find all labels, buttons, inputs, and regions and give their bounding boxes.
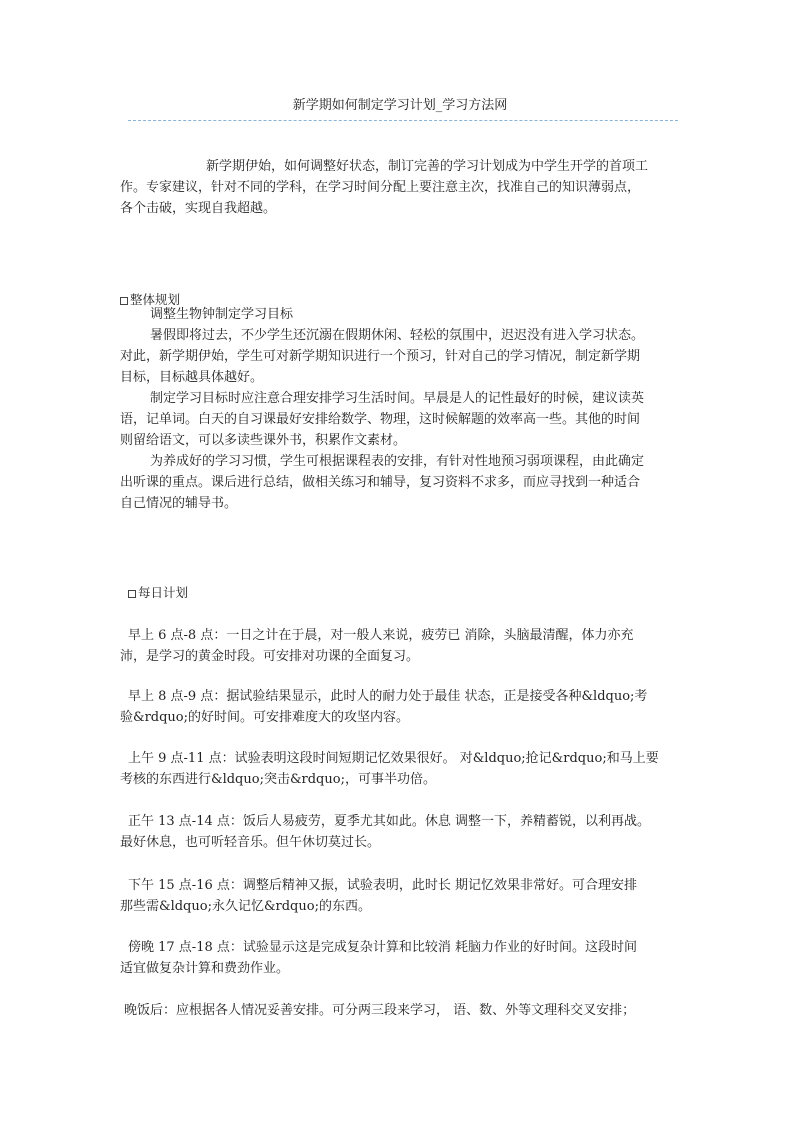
text-line: 各个击破，实现自我超越。: [120, 201, 277, 216]
text-line: 语，记单词。白天的自习课最好安排给数学、物理，这时候解题的效率高一些。其他的时间: [120, 412, 641, 427]
schedule-item: [120, 748, 690, 790]
schedule-item: [120, 686, 690, 728]
text-line: 晚饭后：应根据各人情况妥善安排。可分两三段来学习， 语、数、外等文理科交叉安排；: [124, 1003, 636, 1018]
text-line: 傍晚 17 点-18 点：试验显示这是完成复杂计算和比较消 耗脑力作业的好时间。这段时间: [128, 940, 638, 955]
text-line: 出听课的重点。课后进行总结，做相关练习和辅导，复习资料不求多，而应寻找到一种适合: [120, 475, 641, 490]
schedule-item: [120, 625, 690, 667]
text-line: 调整生物钟制定学习目标: [150, 307, 294, 322]
paragraph: [120, 325, 690, 388]
text-line: 验&rdquo;的好时间。可安排难度大的攻坚内容。: [120, 710, 410, 725]
paragraph: [120, 388, 690, 451]
text-line: 自己情况的辅导书。: [120, 496, 238, 511]
text-line: 早上 6 点-8 点：一日之计在于晨，对一般人来说，疲劳已 消除，头脑最清醒，体力亦充: [128, 628, 634, 643]
text-line: 沛，是学习的黄金时段。可安排对功课的全面复习。: [120, 649, 420, 664]
text-line: 暑假即将过去，不少学生还沉溺在假期休闲、轻松的氛围中，迟迟没有进入学习状态。: [150, 328, 645, 343]
text-line: 考核的东西进行&ldquo;突击&rdquo;，可事半功倍。: [120, 772, 436, 787]
text-line: 正午 13 点-14 点：饭后人易疲劳，夏季尤其如此。休息 调整一下，养精蓄锐，以利再战。: [128, 814, 651, 829]
schedule-item: [120, 811, 690, 853]
intro-paragraph: [120, 156, 690, 219]
heading-label: 整体规划: [130, 292, 181, 307]
text-line: 对此，新学期伊始，学生可对新学期知识进行一个预习，针对自己的学习情况，制定新学期: [120, 349, 641, 364]
text-line: 早上 8 点-9 点：据试验结果显示，此时人的耐力处于最佳 状态，正是接受各种&ldquo;考: [128, 689, 648, 704]
text-line: 最好休息，也可听轻音乐。但午休切莫过长。: [120, 835, 381, 850]
section-heading-daily: [128, 583, 188, 601]
text-line: 下午 15 点-16 点：调整后精神又振，试验表明，此时长 期记忆效果非常好。可合理安排: [128, 878, 638, 893]
text-line: 制定学习目标时应注意合理安排学习生活时间。早晨是人的记性最好的时候，建议读英: [150, 391, 645, 406]
text-line: 适宜做复杂计算和费劲作业。: [120, 961, 290, 976]
heading-label: 每日计划: [138, 585, 189, 600]
paragraph: [120, 451, 690, 514]
schedule-item: [120, 1000, 690, 1021]
text-line: 作。专家建议，针对不同的学科，在学习时间分配上要注意主次，找准自己的知识薄弱点，: [120, 180, 641, 195]
text-line: 目标，目标越具体越好。: [120, 370, 264, 385]
subheading: [120, 304, 690, 325]
text-line: 为养成好的学习习惯，学生可根据课程表的安排，有针对性地预习弱项课程，由此确定: [150, 454, 645, 469]
text-line: 上午 9 点-11 点：试验表明这段时间短期记忆效果很好。 对&ldquo;抢记&rdquo;和马上要: [128, 751, 659, 766]
schedule-item: [120, 875, 690, 917]
text-line: 那些需&ldquo;永久记忆&rdquo;的东西。: [120, 899, 371, 914]
checkbox-icon: [128, 590, 136, 598]
text-line: 则留给语文，可以多读些课外书，积累作文素材。: [120, 433, 407, 448]
title-divider: [128, 120, 678, 121]
page-title: 新学期如何制定学习计划_学习方法网: [292, 98, 508, 113]
text-line: 新学期伊始，如何调整好状态，制订完善的学习计划成为中学生开学的首项工: [206, 159, 649, 174]
schedule-item: [120, 937, 690, 979]
